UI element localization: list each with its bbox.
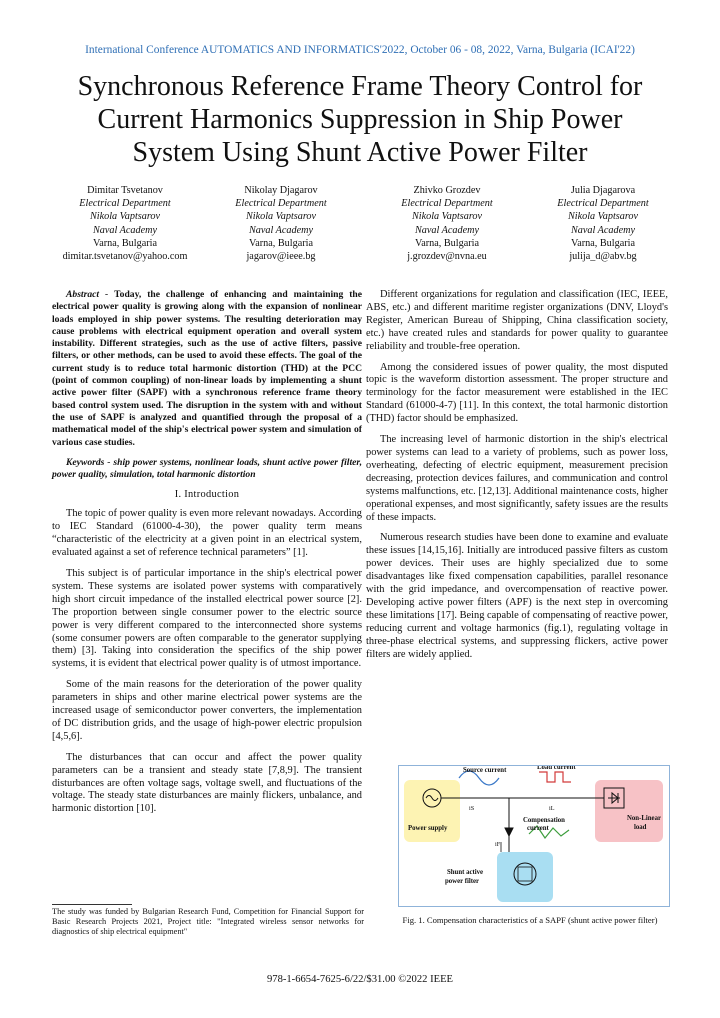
left-column <box>52 289 362 824</box>
author-organization: Nikola Vaptsarov <box>411 211 483 223</box>
author-organization: Nikola Vaptsarov <box>89 211 161 223</box>
author-email: dimitar.tsvetanov@yahoo.com <box>62 251 188 263</box>
load-current-label: Load current <box>537 766 576 771</box>
keywords-label: Keywords - <box>66 456 114 468</box>
author-block <box>508 184 698 263</box>
if-label: iF <box>495 841 501 848</box>
footnote: The study was funded by Bulgarian Research Fund, Competition for Financial Support for Basic Research Projects 2021, Project title: "Integrated wireless sensor networks for diagnostics of ship electrical equipment" <box>52 907 364 936</box>
author-organization: Naval Academy <box>248 224 314 236</box>
author-name: Julia Djagarova <box>570 185 636 196</box>
author-city: Varna, Bulgaria <box>93 237 157 249</box>
author-organization: Nikola Vaptsarov <box>567 211 639 223</box>
load-label: load <box>634 824 647 831</box>
author-organization: Naval Academy <box>414 224 480 236</box>
author-email: jagarov@ieee.bg <box>246 251 316 263</box>
author-name: Dimitar Tsvetanov <box>87 185 163 196</box>
author-department: Electrical Department <box>401 198 493 210</box>
nonlinear-label: Non-Linear <box>627 815 661 822</box>
body-paragraph: The disturbances that can occur and affect the power quality parameters can be a transient and steady state [7,8,9]. The transient disturbances are often voltage sags, voltage swell, and fluctuations of the voltage. The steady state disturbances are mainly flickers, unbalance, and harmonic distortion [10]. <box>52 751 362 815</box>
author-department: Electrical Department <box>79 198 171 210</box>
author-city: Varna, Bulgaria <box>249 237 313 249</box>
filter-label: power filter <box>445 878 480 885</box>
body-paragraph: The increasing level of harmonic distortion in the ship's electrical power systems can lead to a variety of problems, such as power loss, overheating, defecting of electric equipment, measurement precision decreasing, protection devices failures, and communication and control systems malfunctions, etc. [12,13]. Additional maintenance costs, higher operational expenses, and most significantly, safety issues are the results of these impacts. <box>366 434 668 523</box>
compensation-label: Compensation <box>523 817 565 824</box>
conference-header: International Conference AUTOMATICS AND INFORMATICS'2022, October 06 - 08, 2022, Varna, Bulgaria (ICAI'22) <box>85 44 635 56</box>
abstract <box>52 289 362 449</box>
author-department: Electrical Department <box>235 198 327 210</box>
title-line: Synchronous Reference Frame Theory Control for <box>77 71 643 102</box>
abstract-label: Abstract - <box>66 289 115 300</box>
shunt-label: Shunt active <box>447 869 484 876</box>
power-supply-label: Power supply <box>408 825 448 832</box>
author-organization: Naval Academy <box>92 224 158 236</box>
shunt-filter-box <box>497 852 553 902</box>
keywords-text: ship power systems, nonlinear loads, shunt active power filter, power quality, simulation, total harmonic distortion <box>52 456 362 481</box>
pcc-branch-line <box>505 798 513 836</box>
title-line: Current Harmonics Suppression in Ship Power <box>97 104 623 135</box>
paper-title <box>30 70 690 169</box>
nonlinear-load-box <box>595 780 663 842</box>
sapf-circuit-diagram <box>399 766 669 906</box>
title-line: System Using Shunt Active Power Filter <box>132 137 588 168</box>
right-column <box>366 289 668 669</box>
author-department: Electrical Department <box>557 198 649 210</box>
is-label: iS <box>469 805 475 812</box>
figure-caption: Fig. 1. Compensation characteristics of a SAPF (shunt active power filter) <box>402 915 658 925</box>
body-paragraph: This subject is of particular importance in the ship's electrical power system. These systems are isolated power systems with comparatively high short circuit impedance of the installed electrical power source [2]. The proportion between single consumer power to the electric source power is very different compared to the interconnected shore systems (some consumer powers are often comparable to the generator supplying them) [3]. Taking into consideration the specifics of the ship power systems, it is evident that electrical power quality is of utmost importance. <box>52 567 362 670</box>
body-paragraph: Numerous research studies have been done to examine and evaluate these issues [14,15,16]. Initially are introduced passive filters as custom power devices. Their uses are highly specialized due to some disadvantages like fixed compensation capabilities, parallel resonance with the grid impedance, and overcompensation of reactive power. Developing active power filters (APF) is the next step in overcoming these limitations [17]. Being capable of compensating of reactive power, reducing current and voltage harmonics (fig.1), regulating voltage in three-phase electrical systems, and suppressing flickers, active power filters are widely applied. <box>366 532 668 660</box>
abstract-text: Today, the challenge of enhancing and maintaining the electrical power quality is growing along with the expansion of nonlinear loads employed in ship power systems. The resulting deterioration may cause problems with electrical equipment operation and overall system instability. Different strategies, such as the use of active filters, passive filters, or other methods, can be used to avoid these effects. The goal of the current study is to reduce total harmonic distortion (THD) at the PCC (point of common coupling) of non-linear loads by implementing a shunt active power filter (SAPF) with a synchronous reference frame theory based control system used. The disruption in the system with and without the use of SAPF is analyzed and quantified through the proposal of a mathematical model of the ship's electrical power system and simulation of various case studies. <box>52 289 362 448</box>
author-email: j.grozdev@nvna.eu <box>407 251 487 263</box>
load-current-wave-icon <box>539 772 571 782</box>
author-email: julija_d@abv.bg <box>569 251 637 263</box>
il-label: iL <box>549 805 555 812</box>
section-heading: I. Introduction <box>174 489 240 501</box>
source-current-label: Source current <box>463 767 507 774</box>
body-paragraph: Different organizations for regulation and classification (IEC, IEEE, ABS, etc.) and different maritime register organizations (DNV, Lloyd's Register, American Bureau of Shipping, China classification society, etc.) have created rules and standards for power quality to guarantee reliability and trouble-free operation. <box>366 289 668 352</box>
footnote-rule <box>52 904 132 905</box>
author-name: Nikolay Djagarov <box>244 185 318 196</box>
author-organization: Nikola Vaptsarov <box>245 211 317 223</box>
copyright-footer: 978-1-6654-7625-6/22/$31.00 ©2022 IEEE <box>266 974 454 985</box>
keywords <box>52 457 362 482</box>
author-city: Varna, Bulgaria <box>571 237 635 249</box>
body-paragraph: Among the considered issues of power quality, the most disputed topic is the waveform distortion assessment. The proper structure and terminology for the factor measurement were established in the IEC Standard (61000-4-7) [11]. In this context, the total harmonic distortion (THD) factor should be emphasized. <box>366 361 668 425</box>
author-city: Varna, Bulgaria <box>415 237 479 249</box>
author-name: Zhivko Grozdev <box>413 185 481 196</box>
author-block <box>186 184 376 263</box>
author-organization: Naval Academy <box>570 224 636 236</box>
figure-sapf-diagram <box>398 765 670 907</box>
body-paragraph: The topic of power quality is even more relevant nowadays. According to IEC Standard (61000-4-30), the power quality term means “characteristic of the electricity at a given point in an electrical system, evaluated against a set of reference technical parameters” [1]. <box>52 508 362 559</box>
current-label: current <box>527 825 549 832</box>
body-paragraph: Some of the main reasons for the deterioration of the power quality parameters in ships and other marine electrical power systems are the increased usage of semiconductor power converters, the implementation of DC distribution grids, and the usage of high-power electric propulsion [4,5,6]. <box>52 679 362 742</box>
